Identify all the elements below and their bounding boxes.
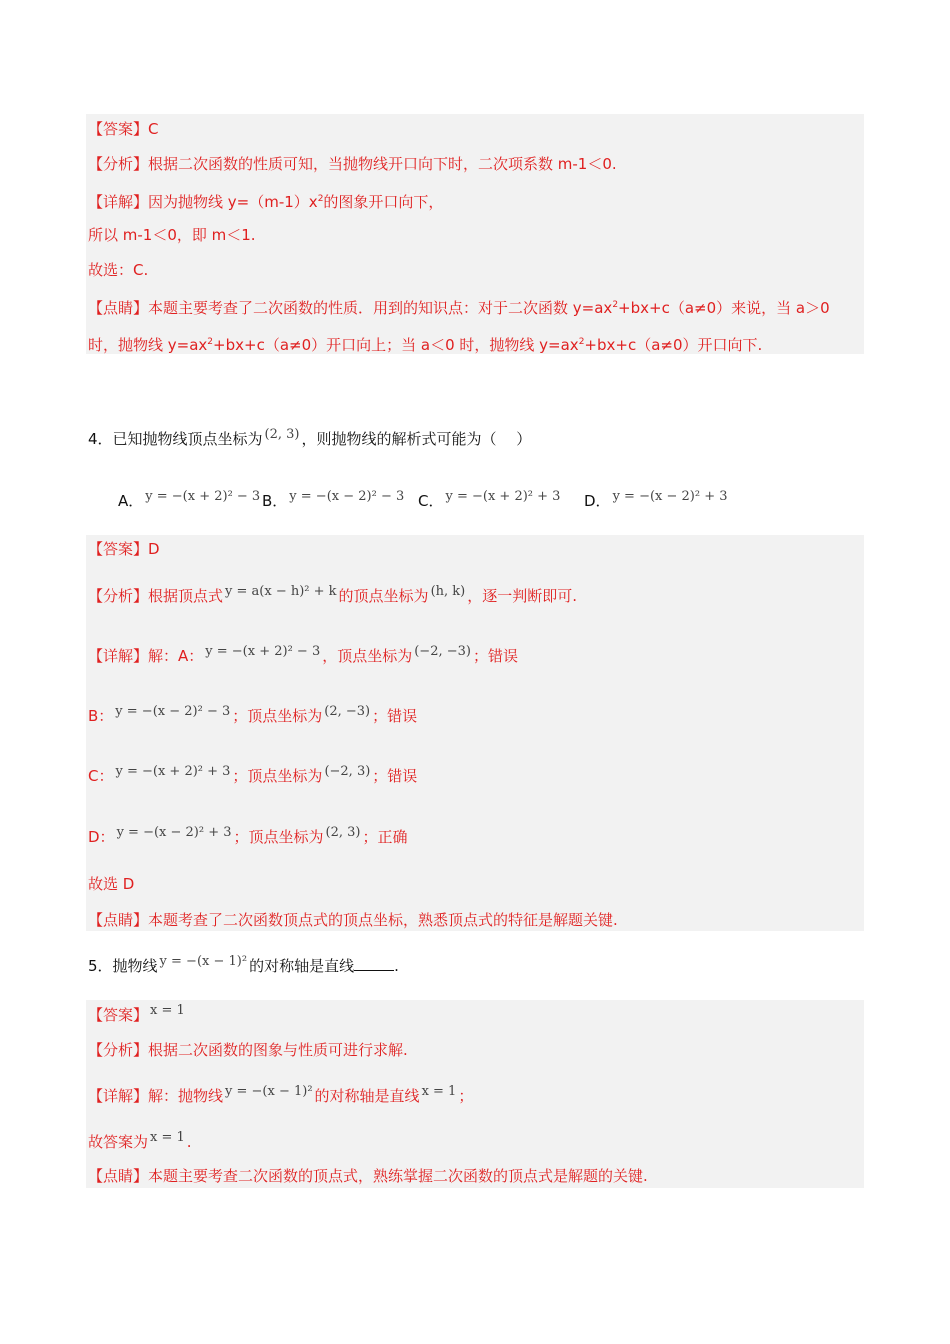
q3-choose: 故选：C. bbox=[88, 261, 149, 279]
q4-comment: 【点睛】本题考查了二次函数顶点式的顶点坐标，熟悉顶点式的特征是解题关键. bbox=[88, 911, 618, 929]
q4-option-c: C． y = −(x + 2)² + 3 bbox=[418, 489, 561, 510]
q4-vertex-math: (2, 3) bbox=[264, 427, 300, 442]
q4-option-b: B． y = −(x − 2)² − 3 bbox=[262, 489, 405, 510]
answer-blank[interactable] bbox=[354, 956, 394, 971]
q3-answer: 【答案】C bbox=[88, 120, 159, 138]
q4-detail-b: B： y = −(x − 2)² − 3 ；顶点坐标为 (2, −3) ；错误 bbox=[88, 704, 418, 725]
q3-comment: 【点睛】本题主要考查了二次函数的性质．用到的知识点：对于二次函数 $y=ax^2+bx+c(a\ne 0)$来说，当 a＞0 bbox=[88, 299, 830, 317]
q4-answer: 【答案】D bbox=[88, 540, 160, 558]
q3-analysis: 【分析】根据二次函数的性质可知，当抛物线开口向下时，二次项系数 m-1＜0. bbox=[88, 155, 617, 173]
q4-detail-c: C： y = −(x + 2)² + 3 ；顶点坐标为 (−2, 3) ；错误 bbox=[88, 764, 418, 785]
q4-stem: 4．已知抛物线顶点坐标为 (2, 3) ，则抛物线的解析式可能为（ ） bbox=[88, 427, 532, 448]
q5-detail: 【详解】解：抛物线 y = −(x − 1)² 的对称轴是直线 x = 1 ； bbox=[88, 1084, 474, 1105]
q5-analysis: 【分析】根据二次函数的图象与性质可进行求解. bbox=[88, 1041, 408, 1059]
q5-stem: 5．抛物线 y = −(x − 1)² 的对称轴是直线 . bbox=[88, 954, 399, 975]
q5-result: 故答案为 x = 1 . bbox=[88, 1130, 192, 1151]
q4-detail-d: D： y = −(x − 2)² + 3 ；顶点坐标为 (2, 3) ；正确 bbox=[88, 825, 408, 846]
q4-analysis: 【分析】根据顶点式 y = a(x − h)² + k 的顶点坐标为 (h, k) ，逐一判断即可. bbox=[88, 584, 578, 605]
q5-answer: 【答案】 x = 1 bbox=[88, 1003, 185, 1024]
q4-detail-a: 【详解】解：A： y = −(x + 2)² − 3 ，顶点坐标为 (−2, −3) ；错误 bbox=[88, 644, 518, 665]
q4-choose: 故选 D bbox=[88, 875, 135, 893]
q3-comment-2: 时，抛物线 $y=ax^2+bx+c(a\ne 0)$开口向上；当 a＜0 时，抛物线 $y=ax^2+bx+c(a\ne 0)$开口向下. bbox=[88, 336, 763, 354]
q4-option-d: D． y = −(x − 2)² + 3 bbox=[584, 489, 728, 510]
q3-detail-2: 所以 m-1＜0，即 m＜1. bbox=[88, 226, 256, 244]
q3-detail: 【详解】因为抛物线 $y=(m-1)x^2$的图象开口向下， bbox=[88, 193, 444, 211]
q4-option-a: A． y = −(x + 2)² − 3 bbox=[118, 489, 261, 510]
q5-comment: 【点睛】本题主要考查二次函数的顶点式，熟练掌握二次函数的顶点式是解题的关键. bbox=[88, 1167, 648, 1185]
